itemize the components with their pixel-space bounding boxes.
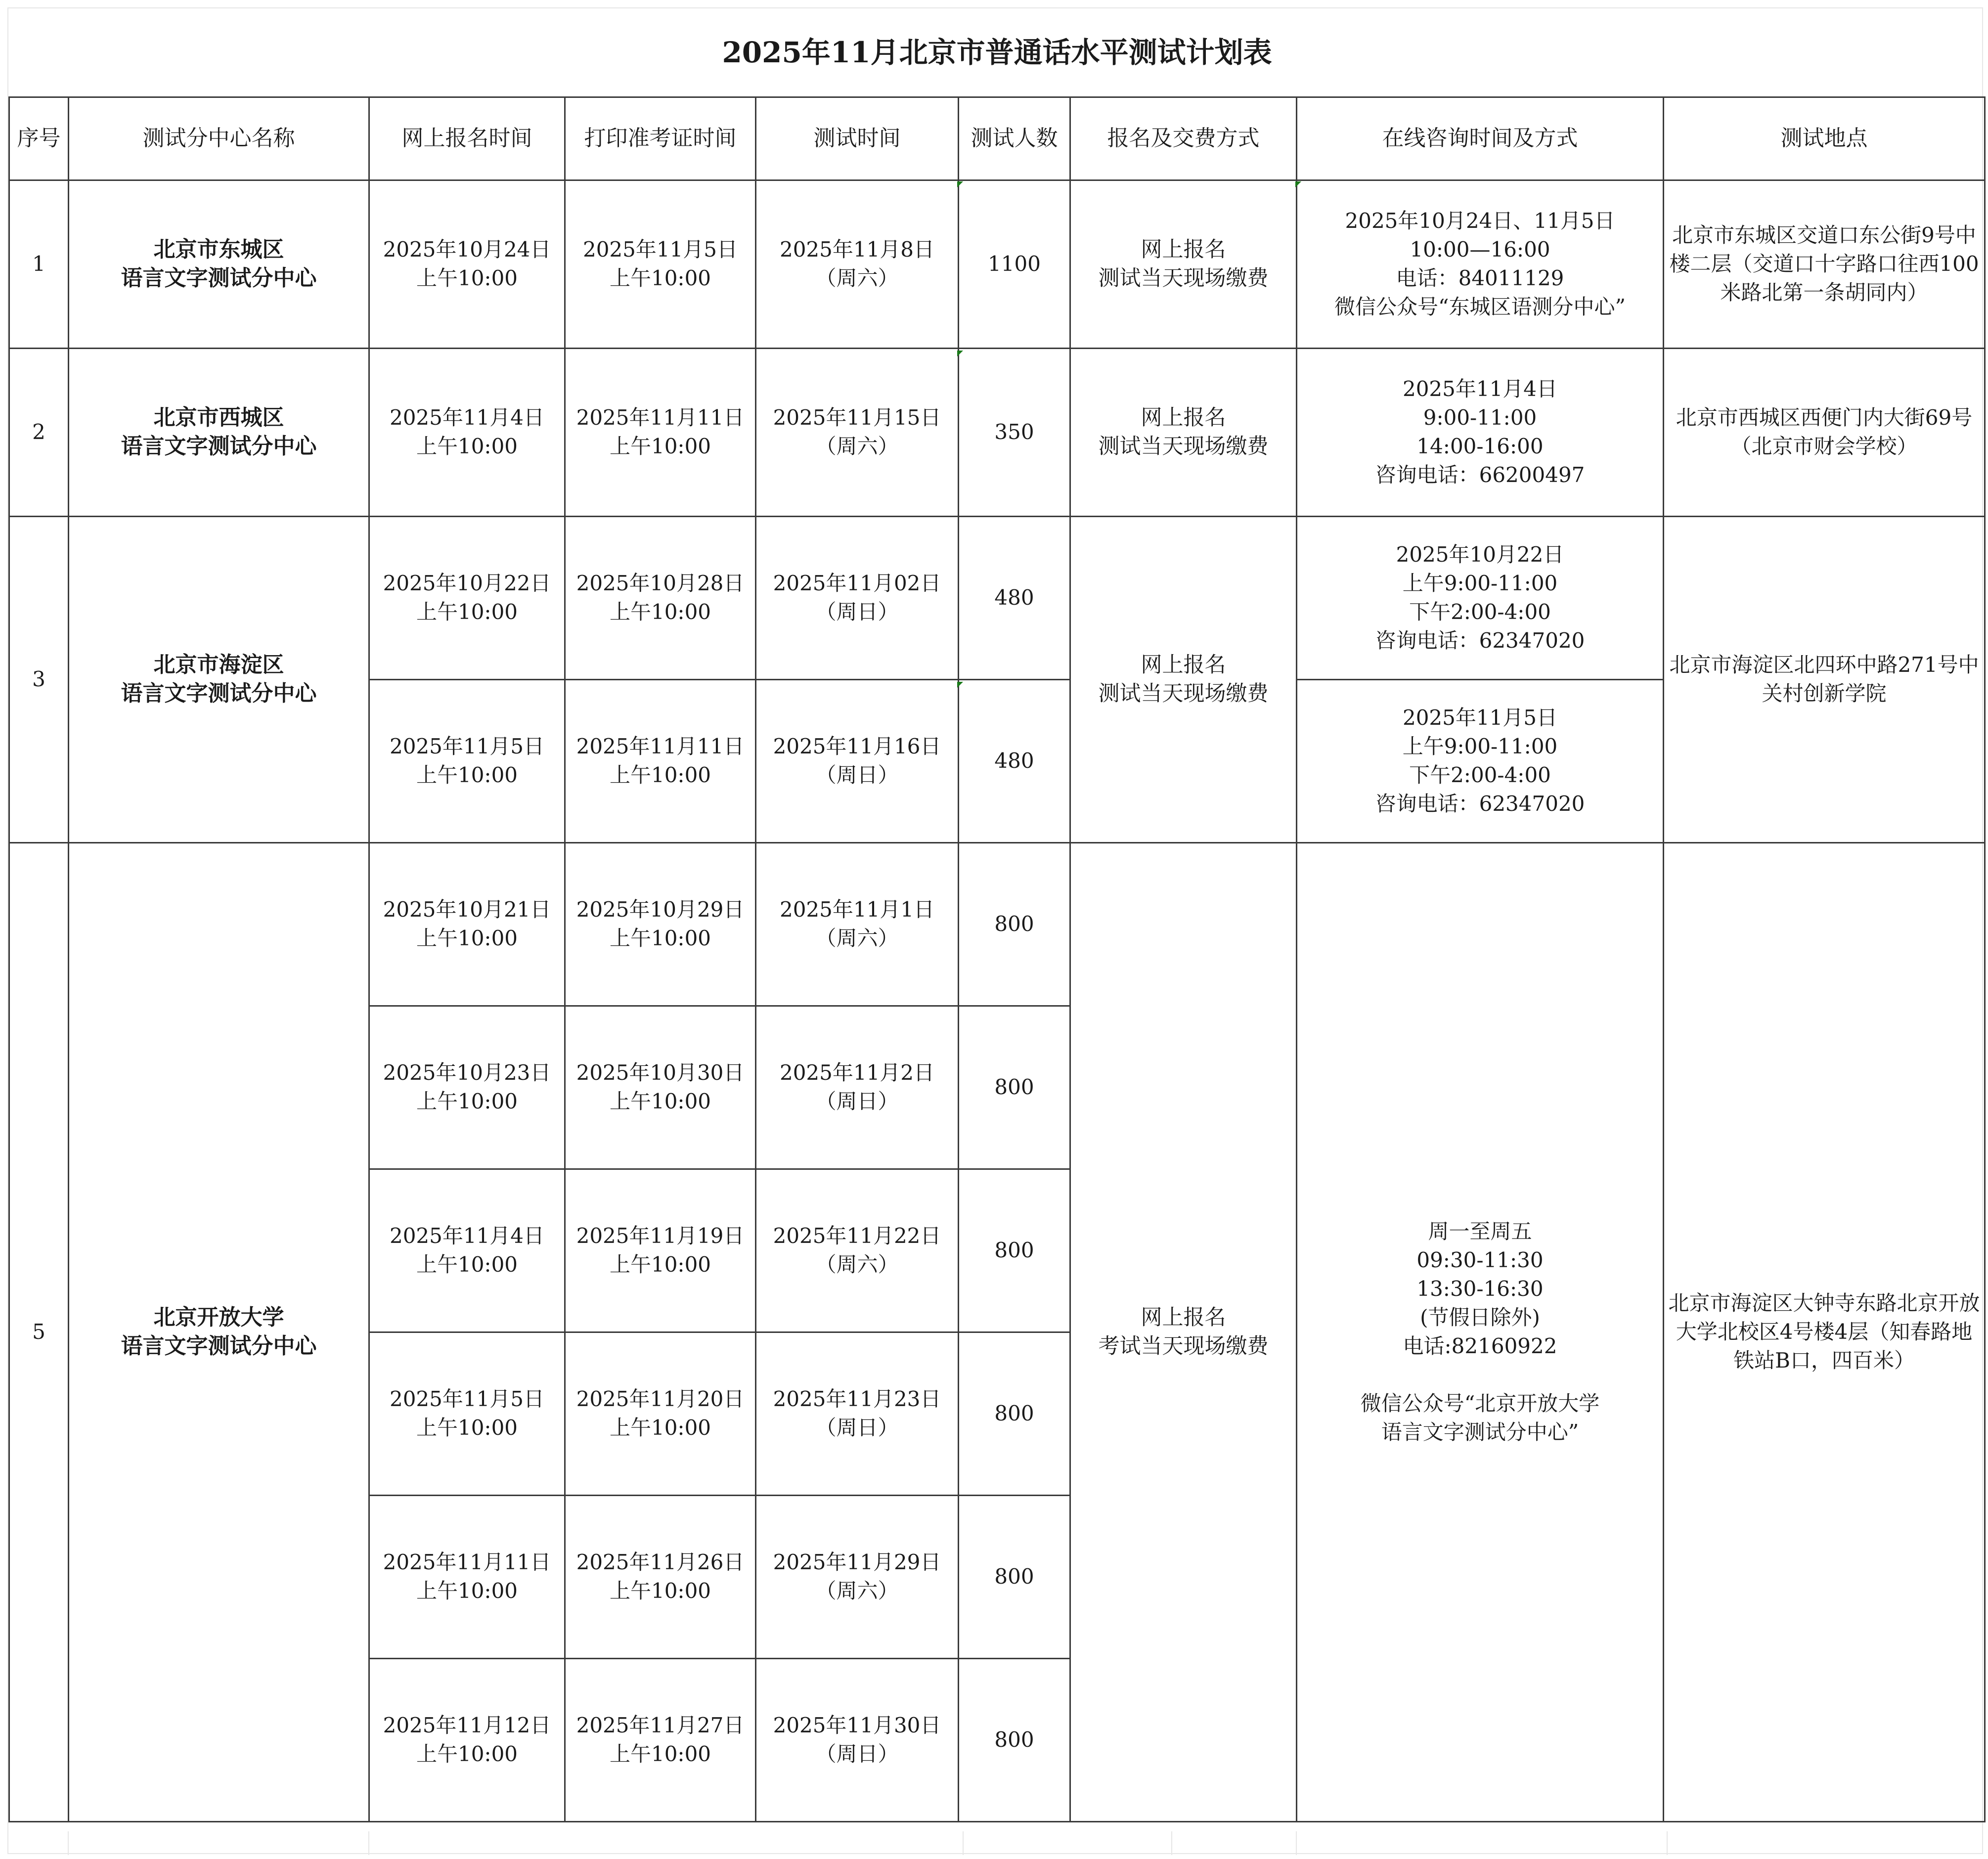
center-name-cell: 北京开放大学 语言文字测试分中心 — [69, 842, 369, 1821]
registration-time-cell: 2025年11月5日 上午10:00 — [369, 1332, 565, 1495]
test-time-cell: 2025年11月2日 （周日） — [756, 1006, 959, 1169]
test-count-cell: 480 — [959, 516, 1070, 679]
gridline — [1171, 1831, 1172, 1855]
test-count-cell: 800 — [959, 1495, 1070, 1658]
seq-cell: 1 — [9, 180, 69, 348]
test-time-cell: 2025年11月02日 （周日） — [756, 516, 959, 679]
consultation-cell: 2025年10月24日、11月5日 10:00—16:00 电话：84011129 微信公众号“东城区语测分中心” — [1297, 180, 1664, 348]
header-row — [9, 97, 1985, 180]
spreadsheet — [7, 7, 1983, 1854]
header-consultation: 在线咨询时间及方式 — [1297, 97, 1664, 180]
empty-trailing-row — [8, 1831, 1984, 1855]
seq-cell: 3 — [9, 516, 69, 842]
test-time-cell: 2025年11月8日 （周六） — [756, 180, 959, 348]
test-plan-table — [8, 8, 1986, 1822]
consultation-cell: 2025年10月22日 上午9:00-11:00 下午2:00-4:00 咨询电话：62347020 — [1297, 516, 1664, 679]
print-ticket-time-cell: 2025年10月29日 上午10:00 — [565, 842, 756, 1006]
test-time-cell: 2025年11月1日 （周六） — [756, 842, 959, 1006]
print-ticket-time-cell: 2025年10月28日 上午10:00 — [565, 516, 756, 679]
test-time-cell: 2025年11月16日 （周日） — [756, 679, 959, 842]
test-count-cell: 800 — [959, 842, 1070, 1006]
header-print-ticket-time: 打印准考证时间 — [565, 97, 756, 180]
print-ticket-time-cell: 2025年11月27日 上午10:00 — [565, 1658, 756, 1821]
gridline — [68, 1831, 69, 1855]
header-seq: 序号 — [9, 97, 69, 180]
gridline — [963, 1831, 964, 1855]
gridline — [1667, 1831, 1668, 1855]
test-time-cell: 2025年11月29日 （周六） — [756, 1495, 959, 1658]
seq-cell: 2 — [9, 348, 69, 516]
payment-method-cell: 网上报名 测试当天现场缴费 — [1070, 348, 1297, 516]
header-test-count: 测试人数 — [959, 97, 1070, 180]
test-count-cell: 1100 — [959, 180, 1070, 348]
print-ticket-time-cell: 2025年11月5日 上午10:00 — [565, 180, 756, 348]
registration-time-cell: 2025年11月5日 上午10:00 — [369, 679, 565, 842]
test-count-cell: 800 — [959, 1169, 1070, 1332]
table-row — [9, 842, 1985, 1006]
registration-time-cell: 2025年10月21日 上午10:00 — [369, 842, 565, 1006]
test-count-cell: 480 — [959, 679, 1070, 842]
print-ticket-time-cell: 2025年11月11日 上午10:00 — [565, 679, 756, 842]
comment-marker-icon — [957, 682, 963, 688]
print-ticket-time-cell: 2025年11月11日 上午10:00 — [565, 348, 756, 516]
location-cell: 北京市东城区交道口东公街9号中楼二层（交道口十字路口往西100米路北第一条胡同内） — [1664, 180, 1985, 348]
test-count-cell: 800 — [959, 1658, 1070, 1821]
comment-marker-icon — [957, 181, 963, 187]
registration-time-cell: 2025年10月24日 上午10:00 — [369, 180, 565, 348]
header-test-time: 测试时间 — [756, 97, 959, 180]
consultation-cell: 2025年11月4日 9:00-11:00 14:00-16:00 咨询电话：66200497 — [1297, 348, 1664, 516]
header-registration-payment: 报名及交费方式 — [1070, 97, 1297, 180]
comment-marker-icon — [1295, 181, 1301, 187]
payment-method-cell: 网上报名 考试当天现场缴费 — [1070, 842, 1297, 1821]
registration-time-cell: 2025年10月23日 上午10:00 — [369, 1006, 565, 1169]
test-time-cell: 2025年11月15日 （周六） — [756, 348, 959, 516]
test-time-cell: 2025年11月22日 （周六） — [756, 1169, 959, 1332]
test-time-cell: 2025年11月30日 （周日） — [756, 1658, 959, 1821]
consultation-cell: 周一至周五 09:30-11:30 13:30-16:30 (节假日除外) 电话:82160922 微信公众号“北京开放大学 语言文字测试分中心” — [1297, 842, 1664, 1821]
seq-cell: 5 — [9, 842, 69, 1821]
center-name-cell: 北京市东城区 语言文字测试分中心 — [69, 180, 369, 348]
center-name-cell: 北京市西城区 语言文字测试分中心 — [69, 348, 369, 516]
registration-time-cell: 2025年10月22日 上午10:00 — [369, 516, 565, 679]
print-ticket-time-cell: 2025年11月20日 上午10:00 — [565, 1332, 756, 1495]
page-title: 2025年11月北京市普通话水平测试计划表 — [9, 8, 1985, 97]
test-count-cell: 800 — [959, 1332, 1070, 1495]
test-count-cell: 800 — [959, 1006, 1070, 1169]
print-ticket-time-cell: 2025年11月19日 上午10:00 — [565, 1169, 756, 1332]
comment-marker-icon — [957, 351, 963, 356]
table-row — [9, 180, 1985, 348]
header-center-name: 测试分中心名称 — [69, 97, 369, 180]
location-cell: 北京市海淀区北四环中路271号中关村创新学院 — [1664, 516, 1985, 842]
location-cell: 北京市西城区西便门内大街69号（北京市财会学校） — [1664, 348, 1985, 516]
registration-time-cell: 2025年11月4日 上午10:00 — [369, 1169, 565, 1332]
print-ticket-time-cell: 2025年11月26日 上午10:00 — [565, 1495, 756, 1658]
test-count-cell: 350 — [959, 348, 1070, 516]
test-time-cell: 2025年11月23日 （周日） — [756, 1332, 959, 1495]
consultation-cell: 2025年11月5日 上午9:00-11:00 下午2:00-4:00 咨询电话：62347020 — [1297, 679, 1664, 842]
gridline — [368, 1831, 369, 1855]
table-row — [9, 516, 1985, 679]
registration-time-cell: 2025年11月11日 上午10:00 — [369, 1495, 565, 1658]
print-ticket-time-cell: 2025年10月30日 上午10:00 — [565, 1006, 756, 1169]
header-location: 测试地点 — [1664, 97, 1985, 180]
header-registration-time: 网上报名时间 — [369, 97, 565, 180]
table-row — [9, 348, 1985, 516]
location-cell: 北京市海淀区大钟寺东路北京开放大学北校区4号楼4层（知春路地铁站B口，四百米） — [1664, 842, 1985, 1821]
payment-method-cell: 网上报名 测试当天现场缴费 — [1070, 516, 1297, 842]
payment-method-cell: 网上报名 测试当天现场缴费 — [1070, 180, 1297, 348]
center-name-cell: 北京市海淀区 语言文字测试分中心 — [69, 516, 369, 842]
registration-time-cell: 2025年11月12日 上午10:00 — [369, 1658, 565, 1821]
registration-time-cell: 2025年11月4日 上午10:00 — [369, 348, 565, 516]
gridline — [1296, 1831, 1297, 1855]
